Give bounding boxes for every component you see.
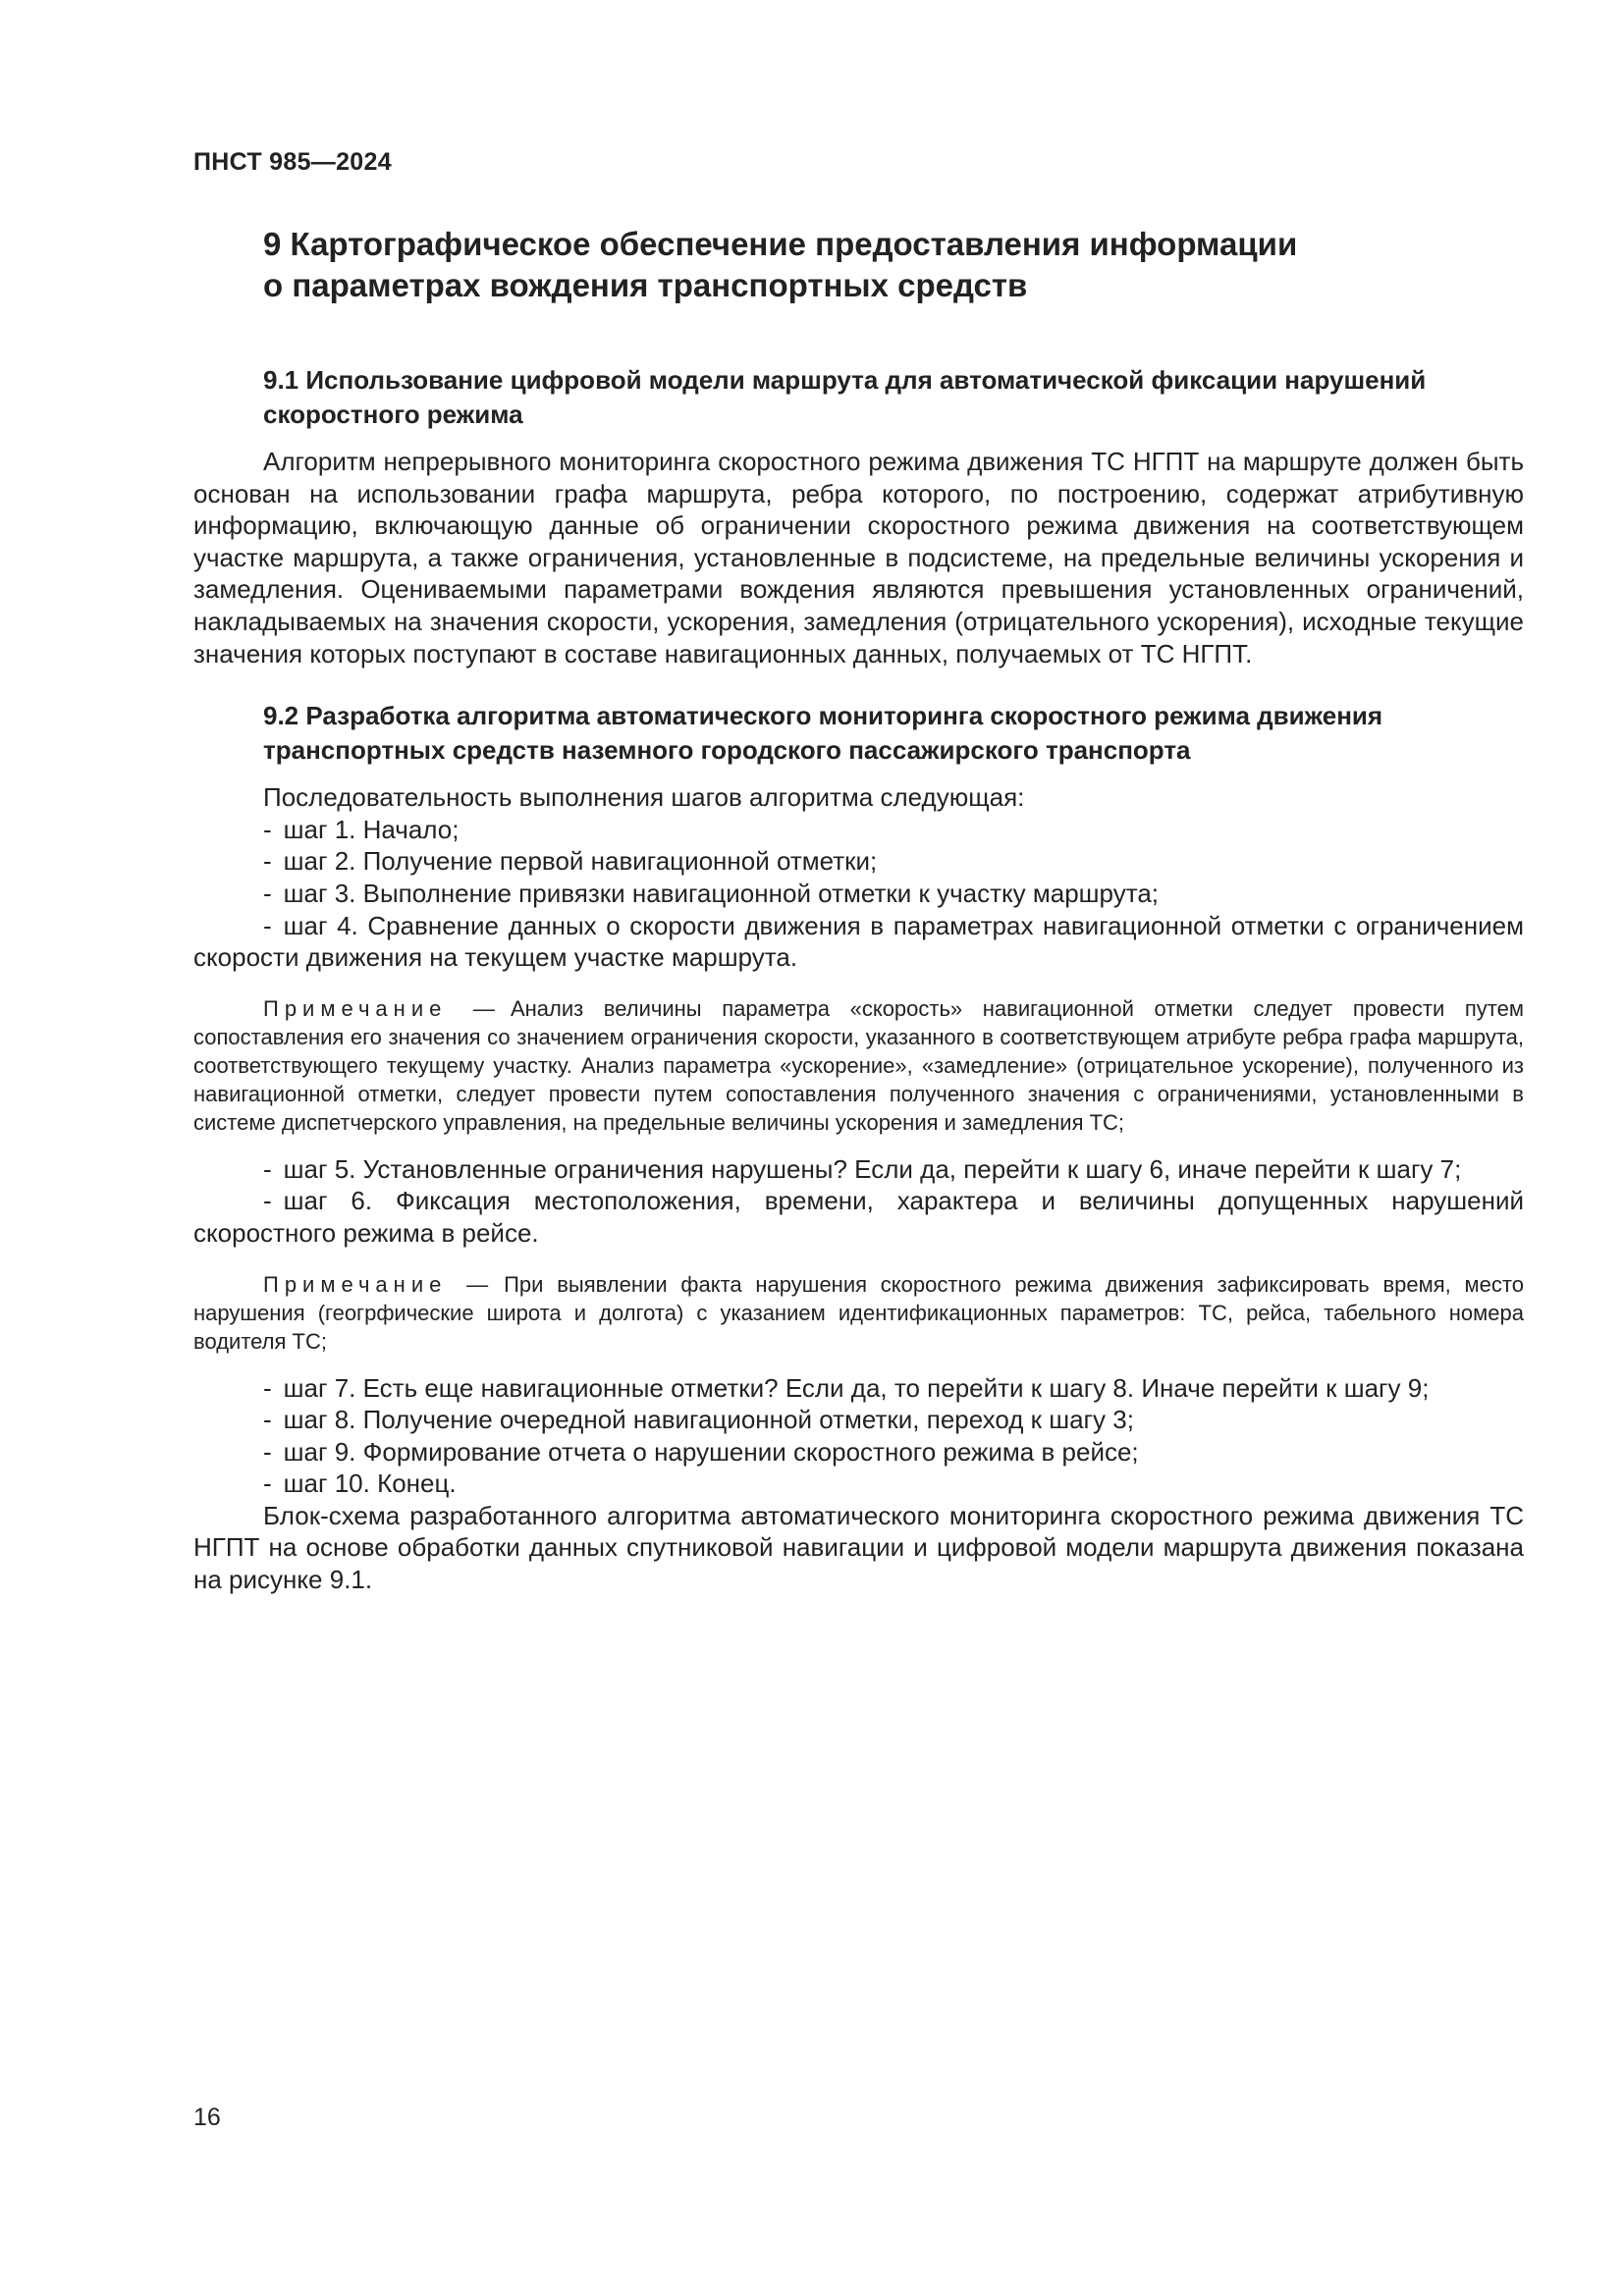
list-item: [193, 1436, 1524, 1468]
list-item: [193, 1372, 1524, 1405]
step-text: шаг 7. Есть еще навигационные отметки? Если да, то перейти к шагу 8. Иначе перейти к шагу 9;: [283, 1372, 1430, 1403]
subsection-1-title: [263, 363, 1524, 432]
note-2: [193, 1270, 1524, 1356]
page-number: 16: [193, 2104, 221, 2131]
dash-marker: -: [263, 846, 272, 877]
note-text: Анализ величины параметра «скорость» навигационной отметки следует провести путем сопоставления его значения со значением ограничения скорости, указанного в соответствующем атрибуте ребра графа маршрута, соответствующего текущему участку. Анализ параметра «ускорение», «замедление» (отрицательное ускорение), полученного из навигационной отметки, следует провести путем сопоставления полученного значения с ограничениями, установленными в системе диспетчерского управления, на предельные величины ускорения и замедления ТС;: [193, 995, 1524, 1135]
steps-intro: Последовательность выполнения шагов алгоритма следующая:: [263, 782, 1025, 813]
subsection-2-title: [263, 699, 1524, 768]
subsection-1-title-line1: 9.1 Использование цифровой модели маршрута для автоматической фиксации нарушений: [263, 365, 1427, 395]
subsection-1-title-line2: скоростного режима: [263, 400, 523, 429]
dash-marker: -: [263, 1153, 272, 1184]
list-item: [193, 1185, 1524, 1249]
list-item: [193, 910, 1524, 974]
subsection-2-title-line1: 9.2 Разработка алгоритма автоматического мониторинга скоростного режима движения: [263, 701, 1383, 731]
subsection-2-title-line2: транспортных средств наземного городского пассажирского транспорта: [263, 735, 1191, 766]
note-label: Примечание —: [263, 1271, 495, 1297]
page-content: [193, 224, 1524, 1596]
step-text: шаг 3. Выполнение привязки навигационной отметки к участку маршрута;: [283, 878, 1160, 908]
section-title-line2: о параметрах вождения транспортных средств: [263, 267, 1028, 303]
section-title: [263, 224, 1524, 306]
step-text: шаг 9. Формирование отчета о нарушении скоростного режима в рейсе;: [283, 1436, 1139, 1467]
note-label: Примечание —: [263, 995, 501, 1021]
step-text: шаг 5. Установленные ограничения нарушены? Если да, перейти к шагу 6, иначе перейти к шагу 7;: [283, 1153, 1462, 1184]
step-text: шаг 1. Начало;: [283, 814, 460, 844]
dash-marker: -: [263, 814, 272, 844]
dash-marker: -: [263, 1436, 272, 1467]
dash-marker: -: [263, 1405, 272, 1435]
step-text: шаг 4. Сравнение данных о скорости движения в параметрах навигационной отметки с ограничением скорости движения на текущем участке маршрута.: [193, 910, 1524, 973]
step-text: шаг 10. Конец.: [283, 1468, 457, 1499]
step-text: шаг 2. Получение первой навигационной отметки;: [283, 846, 878, 877]
closing-paragraph: Блок-схема разработанного алгоритма автоматического мониторинга скоростного режима движения ТС НГПТ на основе обработки данных спутниковой навигации и цифровой модели маршрута движения показана на рисунке 9.1.: [193, 1500, 1524, 1595]
section-title-line1: 9 Картографическое обеспечение предоставления информации: [263, 226, 1298, 262]
dash-marker: -: [263, 910, 272, 940]
list-item: [193, 1468, 1524, 1500]
step-text: шаг 6. Фиксация местоположения, времени, характера и величины допущенных нарушений скоростного режима в рейсе.: [193, 1186, 1524, 1248]
dash-marker: -: [263, 1372, 272, 1403]
note-text: При выявлении факта нарушения скоростного режима движения зафиксировать время, место нарушения (геогрфические широта и долгота) с указанием идентификационных параметров: ТС, рейса, табельного номера водителя ТС;: [193, 1271, 1524, 1354]
document-id: ПНСТ 985—2024: [193, 148, 392, 176]
dash-marker: -: [263, 1186, 272, 1216]
list-item: [193, 845, 1524, 878]
list-item: [193, 878, 1524, 910]
note-1: [193, 994, 1524, 1137]
dash-marker: -: [263, 878, 272, 908]
subsection-1-paragraph: Алгоритм непрерывного мониторинга скоростного режима движения ТС НГПТ на маршруте должен быть основан на использовании графа маршрута, ребра которого, по построению, содержат атрибутивную информацию, включающую данные об ограничении скоростного режима движения на соответствующем участке маршрута, а также ограничения, установленные в подсистеме, на предельные величины ускорения и замедления. Оцениваемыми параметрами вождения являются превышения установленных ограничений, накладываемых на значения скорости, ускорения, замедления (отрицательного ускорения), исходные текущие значения которых поступают в составе навигационных данных, получаемых от ТС НГПТ.: [193, 447, 1524, 668]
step-text: шаг 8. Получение очередной навигационной отметки, переход к шагу 3;: [283, 1405, 1134, 1435]
list-item: [193, 1404, 1524, 1436]
dash-marker: -: [263, 1468, 272, 1499]
list-item: [193, 814, 1524, 846]
list-item: [193, 1153, 1524, 1186]
